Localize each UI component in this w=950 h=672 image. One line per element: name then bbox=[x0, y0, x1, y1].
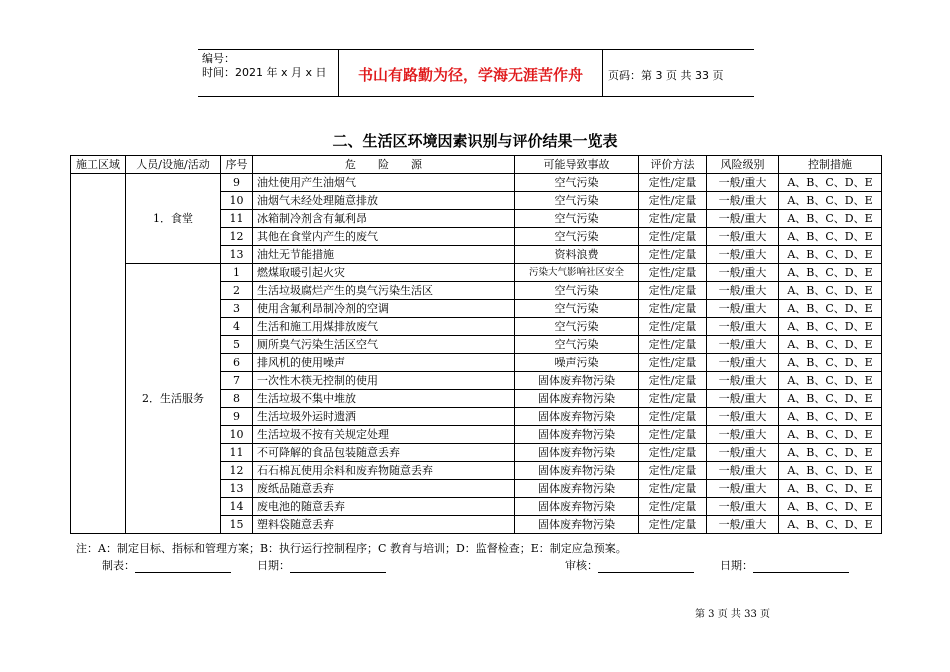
col-header-method: 评价方法 bbox=[639, 156, 707, 174]
date-blank bbox=[290, 560, 386, 573]
row-number-cell: 14 bbox=[221, 498, 253, 516]
measures-cell: A、B、C、D、E bbox=[779, 462, 882, 480]
table-header-row bbox=[71, 156, 882, 174]
hazard-source-cell: 废电池的随意丢弃 bbox=[253, 498, 515, 516]
accident-cell: 固体废弃物污染 bbox=[515, 390, 639, 408]
accident-cell: 固体废弃物污染 bbox=[515, 372, 639, 390]
row-number-cell: 11 bbox=[221, 210, 253, 228]
accident-cell: 空气污染 bbox=[515, 282, 639, 300]
measures-cell: A、B、C、D、E bbox=[779, 174, 882, 192]
maker-signature bbox=[102, 557, 231, 573]
risk-level-cell: 一般/重大 bbox=[707, 228, 779, 246]
accident-cell: 空气污染 bbox=[515, 300, 639, 318]
method-cell: 定性/定量 bbox=[639, 336, 707, 354]
col-header-accident: 可能导致事故 bbox=[515, 156, 639, 174]
accident-cell: 空气污染 bbox=[515, 192, 639, 210]
measures-cell: A、B、C、D、E bbox=[779, 498, 882, 516]
date-label-2: 日期： bbox=[720, 559, 753, 572]
doc-time: 时间：2021 年 x 月 x 日 bbox=[202, 66, 327, 79]
method-cell: 定性/定量 bbox=[639, 264, 707, 282]
method-cell: 定性/定量 bbox=[639, 498, 707, 516]
hazard-source-cell: 燃煤取暖引起火灾 bbox=[253, 264, 515, 282]
accident-cell: 固体废弃物污染 bbox=[515, 480, 639, 498]
accident-cell: 固体废弃物污染 bbox=[515, 516, 639, 534]
measures-cell: A、B、C、D、E bbox=[779, 264, 882, 282]
risk-level-cell: 一般/重大 bbox=[707, 390, 779, 408]
hazard-source-cell: 生活垃圾腐烂产生的臭气污染生活区 bbox=[253, 282, 515, 300]
hazard-source-cell: 生活垃圾不集中堆放 bbox=[253, 390, 515, 408]
accident-cell: 资料浪费 bbox=[515, 246, 639, 264]
page-footer: 第 3 页 共 33 页 bbox=[695, 609, 770, 620]
row-number-cell: 2 bbox=[221, 282, 253, 300]
accident-cell: 固体废弃物污染 bbox=[515, 444, 639, 462]
method-cell: 定性/定量 bbox=[639, 246, 707, 264]
risk-level-cell: 一般/重大 bbox=[707, 498, 779, 516]
risk-level-cell: 一般/重大 bbox=[707, 336, 779, 354]
row-number-cell: 15 bbox=[221, 516, 253, 534]
risk-level-cell: 一般/重大 bbox=[707, 318, 779, 336]
accident-cell: 空气污染 bbox=[515, 174, 639, 192]
col-header-no: 序号 bbox=[221, 156, 253, 174]
hazard-source-cell: 一次性木筷无控制的使用 bbox=[253, 372, 515, 390]
measures-cell: A、B、C、D、E bbox=[779, 318, 882, 336]
method-cell: 定性/定量 bbox=[639, 516, 707, 534]
method-cell: 定性/定量 bbox=[639, 228, 707, 246]
hazard-source-cell: 塑料袋随意丢弃 bbox=[253, 516, 515, 534]
header-meta bbox=[202, 52, 327, 80]
method-cell: 定性/定量 bbox=[639, 318, 707, 336]
hazard-table bbox=[70, 155, 882, 534]
hazard-source-cell: 其他在食堂内产生的废气 bbox=[253, 228, 515, 246]
activity-cell: 2．生活服务 bbox=[126, 264, 221, 534]
risk-level-cell: 一般/重大 bbox=[707, 264, 779, 282]
accident-cell: 污染大气影响社区安全 bbox=[515, 264, 639, 282]
row-number-cell: 9 bbox=[221, 174, 253, 192]
hazard-source-cell: 油灶使用产生油烟气 bbox=[253, 174, 515, 192]
method-cell: 定性/定量 bbox=[639, 444, 707, 462]
risk-level-cell: 一般/重大 bbox=[707, 462, 779, 480]
measures-cell: A、B、C、D、E bbox=[779, 300, 882, 318]
measures-cell: A、B、C、D、E bbox=[779, 372, 882, 390]
col-header-source: 危 险 源 bbox=[253, 156, 515, 174]
col-header-level: 风险级别 bbox=[707, 156, 779, 174]
review-blank bbox=[598, 560, 694, 573]
method-cell: 定性/定量 bbox=[639, 462, 707, 480]
measures-cell: A、B、C、D、E bbox=[779, 516, 882, 534]
risk-level-cell: 一般/重大 bbox=[707, 408, 779, 426]
hazard-source-cell: 石石棉瓦使用余料和废弃物随意丢弃 bbox=[253, 462, 515, 480]
hazard-source-cell: 废纸品随意丢弃 bbox=[253, 480, 515, 498]
accident-cell: 固体废弃物污染 bbox=[515, 426, 639, 444]
risk-level-cell: 一般/重大 bbox=[707, 426, 779, 444]
accident-cell: 空气污染 bbox=[515, 228, 639, 246]
accident-cell: 固体废弃物污染 bbox=[515, 462, 639, 480]
method-cell: 定性/定量 bbox=[639, 210, 707, 228]
measures-cell: A、B、C、D、E bbox=[779, 228, 882, 246]
review-label: 审核： bbox=[565, 559, 598, 572]
maker-label: 制表： bbox=[102, 559, 135, 572]
measures-cell: A、B、C、D、E bbox=[779, 354, 882, 372]
row-number-cell: 10 bbox=[221, 192, 253, 210]
row-number-cell: 11 bbox=[221, 444, 253, 462]
method-cell: 定性/定量 bbox=[639, 282, 707, 300]
header-divider bbox=[602, 50, 603, 96]
row-number-cell: 1 bbox=[221, 264, 253, 282]
method-cell: 定性/定量 bbox=[639, 390, 707, 408]
col-header-activity: 人员/设施/活动 bbox=[126, 156, 221, 174]
area-cell bbox=[71, 174, 126, 534]
hazard-source-cell: 冰箱制冷剂含有氟利昂 bbox=[253, 210, 515, 228]
measures-cell: A、B、C、D、E bbox=[779, 282, 882, 300]
hazard-source-cell: 生活和施工用煤排放废气 bbox=[253, 318, 515, 336]
col-header-measures: 控制措施 bbox=[779, 156, 882, 174]
row-number-cell: 9 bbox=[221, 408, 253, 426]
hazard-source-cell: 厕所臭气污染生活区空气 bbox=[253, 336, 515, 354]
table-row bbox=[71, 174, 882, 192]
risk-level-cell: 一般/重大 bbox=[707, 354, 779, 372]
date-signature-2 bbox=[720, 557, 849, 573]
method-cell: 定性/定量 bbox=[639, 300, 707, 318]
hazard-source-cell: 生活垃圾不按有关规定处理 bbox=[253, 426, 515, 444]
col-header-area: 施工区域 bbox=[71, 156, 126, 174]
risk-level-cell: 一般/重大 bbox=[707, 192, 779, 210]
risk-level-cell: 一般/重大 bbox=[707, 480, 779, 498]
method-cell: 定性/定量 bbox=[639, 426, 707, 444]
measures-cell: A、B、C、D、E bbox=[779, 444, 882, 462]
accident-cell: 空气污染 bbox=[515, 318, 639, 336]
table-note: 注：A：制定目标、指标和管理方案；B：执行运行控制程序；C 教育与培训；D：监督检查；E：制定应急预案。 bbox=[76, 542, 627, 555]
row-number-cell: 12 bbox=[221, 228, 253, 246]
header-page-code: 页码：第 3 页 共 33 页 bbox=[608, 69, 724, 82]
method-cell: 定性/定量 bbox=[639, 174, 707, 192]
method-cell: 定性/定量 bbox=[639, 480, 707, 498]
risk-level-cell: 一般/重大 bbox=[707, 246, 779, 264]
measures-cell: A、B、C、D、E bbox=[779, 408, 882, 426]
accident-cell: 固体废弃物污染 bbox=[515, 498, 639, 516]
date-label: 日期： bbox=[257, 559, 290, 572]
page-header bbox=[198, 49, 754, 97]
date-blank-2 bbox=[753, 560, 849, 573]
hazard-source-cell: 生活垃圾外运时遗洒 bbox=[253, 408, 515, 426]
method-cell: 定性/定量 bbox=[639, 354, 707, 372]
risk-level-cell: 一般/重大 bbox=[707, 372, 779, 390]
measures-cell: A、B、C、D、E bbox=[779, 336, 882, 354]
review-signature bbox=[565, 557, 694, 573]
row-number-cell: 7 bbox=[221, 372, 253, 390]
row-number-cell: 4 bbox=[221, 318, 253, 336]
measures-cell: A、B、C、D、E bbox=[779, 426, 882, 444]
row-number-cell: 6 bbox=[221, 354, 253, 372]
accident-cell: 固体废弃物污染 bbox=[515, 408, 639, 426]
risk-level-cell: 一般/重大 bbox=[707, 300, 779, 318]
hazard-source-cell: 排风机的使用噪声 bbox=[253, 354, 515, 372]
page-title: 二、生活区环境因素识别与评价结果一览表 bbox=[332, 132, 618, 150]
measures-cell: A、B、C、D、E bbox=[779, 246, 882, 264]
row-number-cell: 5 bbox=[221, 336, 253, 354]
activity-cell: 1．食堂 bbox=[126, 174, 221, 264]
risk-level-cell: 一般/重大 bbox=[707, 444, 779, 462]
maker-blank bbox=[135, 560, 231, 573]
measures-cell: A、B、C、D、E bbox=[779, 192, 882, 210]
hazard-source-cell: 不可降解的食品包装随意丢弃 bbox=[253, 444, 515, 462]
row-number-cell: 12 bbox=[221, 462, 253, 480]
row-number-cell: 13 bbox=[221, 480, 253, 498]
date-signature bbox=[257, 557, 386, 573]
row-number-cell: 13 bbox=[221, 246, 253, 264]
row-number-cell: 8 bbox=[221, 390, 253, 408]
accident-cell: 噪声污染 bbox=[515, 354, 639, 372]
accident-cell: 空气污染 bbox=[515, 210, 639, 228]
measures-cell: A、B、C、D、E bbox=[779, 480, 882, 498]
row-number-cell: 10 bbox=[221, 426, 253, 444]
row-number-cell: 3 bbox=[221, 300, 253, 318]
table-row bbox=[71, 264, 882, 282]
method-cell: 定性/定量 bbox=[639, 408, 707, 426]
risk-level-cell: 一般/重大 bbox=[707, 516, 779, 534]
risk-level-cell: 一般/重大 bbox=[707, 210, 779, 228]
risk-level-cell: 一般/重大 bbox=[707, 174, 779, 192]
risk-level-cell: 一般/重大 bbox=[707, 282, 779, 300]
method-cell: 定性/定量 bbox=[639, 192, 707, 210]
hazard-source-cell: 油烟气未经处理随意排放 bbox=[253, 192, 515, 210]
header-motto: 书山有路勤为径，学海无涯苦作舟 bbox=[357, 66, 583, 84]
hazard-source-cell: 油灶无节能措施 bbox=[253, 246, 515, 264]
doc-number-label: 编号： bbox=[202, 52, 235, 65]
accident-cell: 空气污染 bbox=[515, 336, 639, 354]
method-cell: 定性/定量 bbox=[639, 372, 707, 390]
measures-cell: A、B、C、D、E bbox=[779, 210, 882, 228]
hazard-source-cell: 使用含氟利昂制冷剂的空调 bbox=[253, 300, 515, 318]
measures-cell: A、B、C、D、E bbox=[779, 390, 882, 408]
